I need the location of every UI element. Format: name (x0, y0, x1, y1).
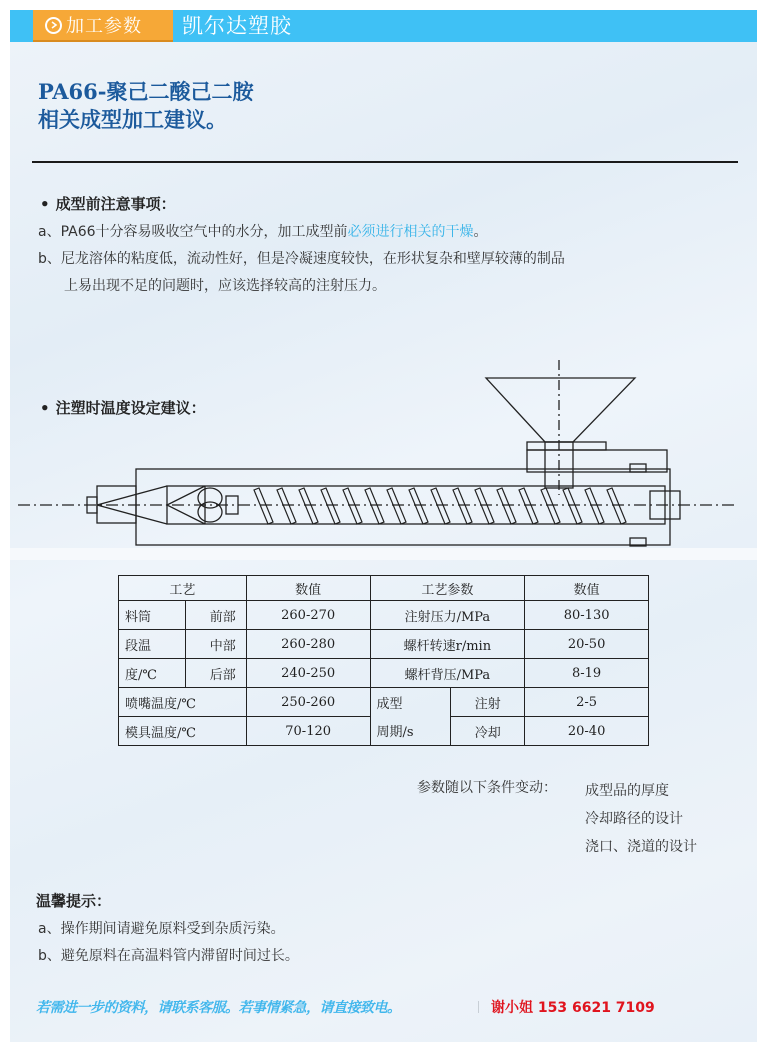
table-cell: 喷嘴温度/℃ (119, 688, 247, 717)
highlight-text: 必须进行相关的干燥 (347, 224, 474, 240)
play-circle-icon (45, 17, 62, 34)
table-cell: 冷却 (451, 717, 525, 746)
table-row (119, 688, 649, 717)
table-cell: 注射压力/MPa (370, 601, 525, 630)
table-cell: 80-130 (525, 601, 649, 630)
title-divider (32, 161, 738, 163)
title-line-1: PA66-聚己二酸己二胺 (38, 79, 254, 104)
footer-cta-text: 若需进一步的资料，请联系客服。若事情紧急，请直接致电。 (36, 1000, 401, 1016)
bullet-icon: • (40, 399, 50, 417)
table-cell: 250-260 (246, 688, 370, 717)
table-cell: 260-280 (246, 630, 370, 659)
title-line-2: 相关成型加工建议。 (38, 107, 227, 132)
brand-name: 凯尔达塑胶 (182, 14, 292, 38)
table-cell: 模具温度/℃ (119, 717, 247, 746)
table-cell: 度/℃ (119, 659, 186, 688)
table-header-cell: 数值 (246, 576, 370, 601)
table-cell: 240-250 (246, 659, 370, 688)
table-cell: 螺杆转速r/min (370, 630, 525, 659)
bullet-icon: • (40, 195, 50, 213)
factor-item: 成型品的厚度 (585, 783, 669, 799)
header-tab[interactable] (33, 10, 173, 42)
table-row (119, 601, 649, 630)
table-cell: 20-50 (525, 630, 649, 659)
header-tab-label: 加工参数 (66, 16, 142, 37)
injection-screw-barrel-diagram (0, 350, 768, 550)
page-title (38, 78, 254, 134)
tips-title: 温馨提示： (36, 892, 112, 910)
table-cell: 螺杆背压/MPa (370, 659, 525, 688)
tips-item: b、避免原料在高温料管内滞留时间过长。 (38, 948, 299, 964)
table-row (119, 630, 649, 659)
table-cell: 20-40 (525, 717, 649, 746)
tips-item: a、操作期间请避免原料受到杂质污染。 (38, 921, 285, 937)
table-cell: 8-19 (525, 659, 649, 688)
factor-item: 浇口、浇道的设计 (585, 839, 697, 855)
factor-item: 冷却路径的设计 (585, 811, 683, 827)
table-cell: 注射 (451, 688, 525, 717)
pre-molding-item-b-line2: 上易出现不足的问题时，应该选择较高的注射压力。 (64, 278, 386, 294)
temperature-heading: • 注塑时温度设定建议： (40, 399, 206, 417)
table-cell: 周期/s (370, 717, 451, 746)
pre-molding-item-a: a、PA66十分容易吸收空气中的水分，加工成型前必须进行相关的干燥。 (38, 224, 488, 240)
pre-molding-heading: • 成型前注意事项： (40, 195, 176, 213)
table-cell: 70-120 (246, 717, 370, 746)
table-cell: 中部 (185, 630, 246, 659)
factors-list (585, 777, 697, 861)
table-header-row (119, 576, 649, 601)
table-header-cell: 数值 (525, 576, 649, 601)
table-row (119, 659, 649, 688)
footer-separator (478, 1001, 479, 1013)
table-row (119, 717, 649, 746)
table-cell: 2-5 (525, 688, 649, 717)
table-header-cell: 工艺参数 (370, 576, 525, 601)
processing-params-table (118, 575, 649, 746)
pre-molding-item-b-line1: b、尼龙溶体的粘度低，流动性好，但是冷凝速度较快，在形状复杂和壁厚较薄的制品 (38, 251, 565, 267)
table-cell: 段温 (119, 630, 186, 659)
table-cell: 料筒 (119, 601, 186, 630)
table-cell: 260-270 (246, 601, 370, 630)
table-cell: 后部 (185, 659, 246, 688)
table-cell: 成型 (370, 688, 451, 717)
table-cell: 前部 (185, 601, 246, 630)
factors-label: 参数随以下条件变动： (417, 780, 557, 796)
table-header-cell: 工艺 (119, 576, 247, 601)
footer-contact-phone[interactable]: 谢小姐 153 6621 7109 (491, 1000, 655, 1016)
